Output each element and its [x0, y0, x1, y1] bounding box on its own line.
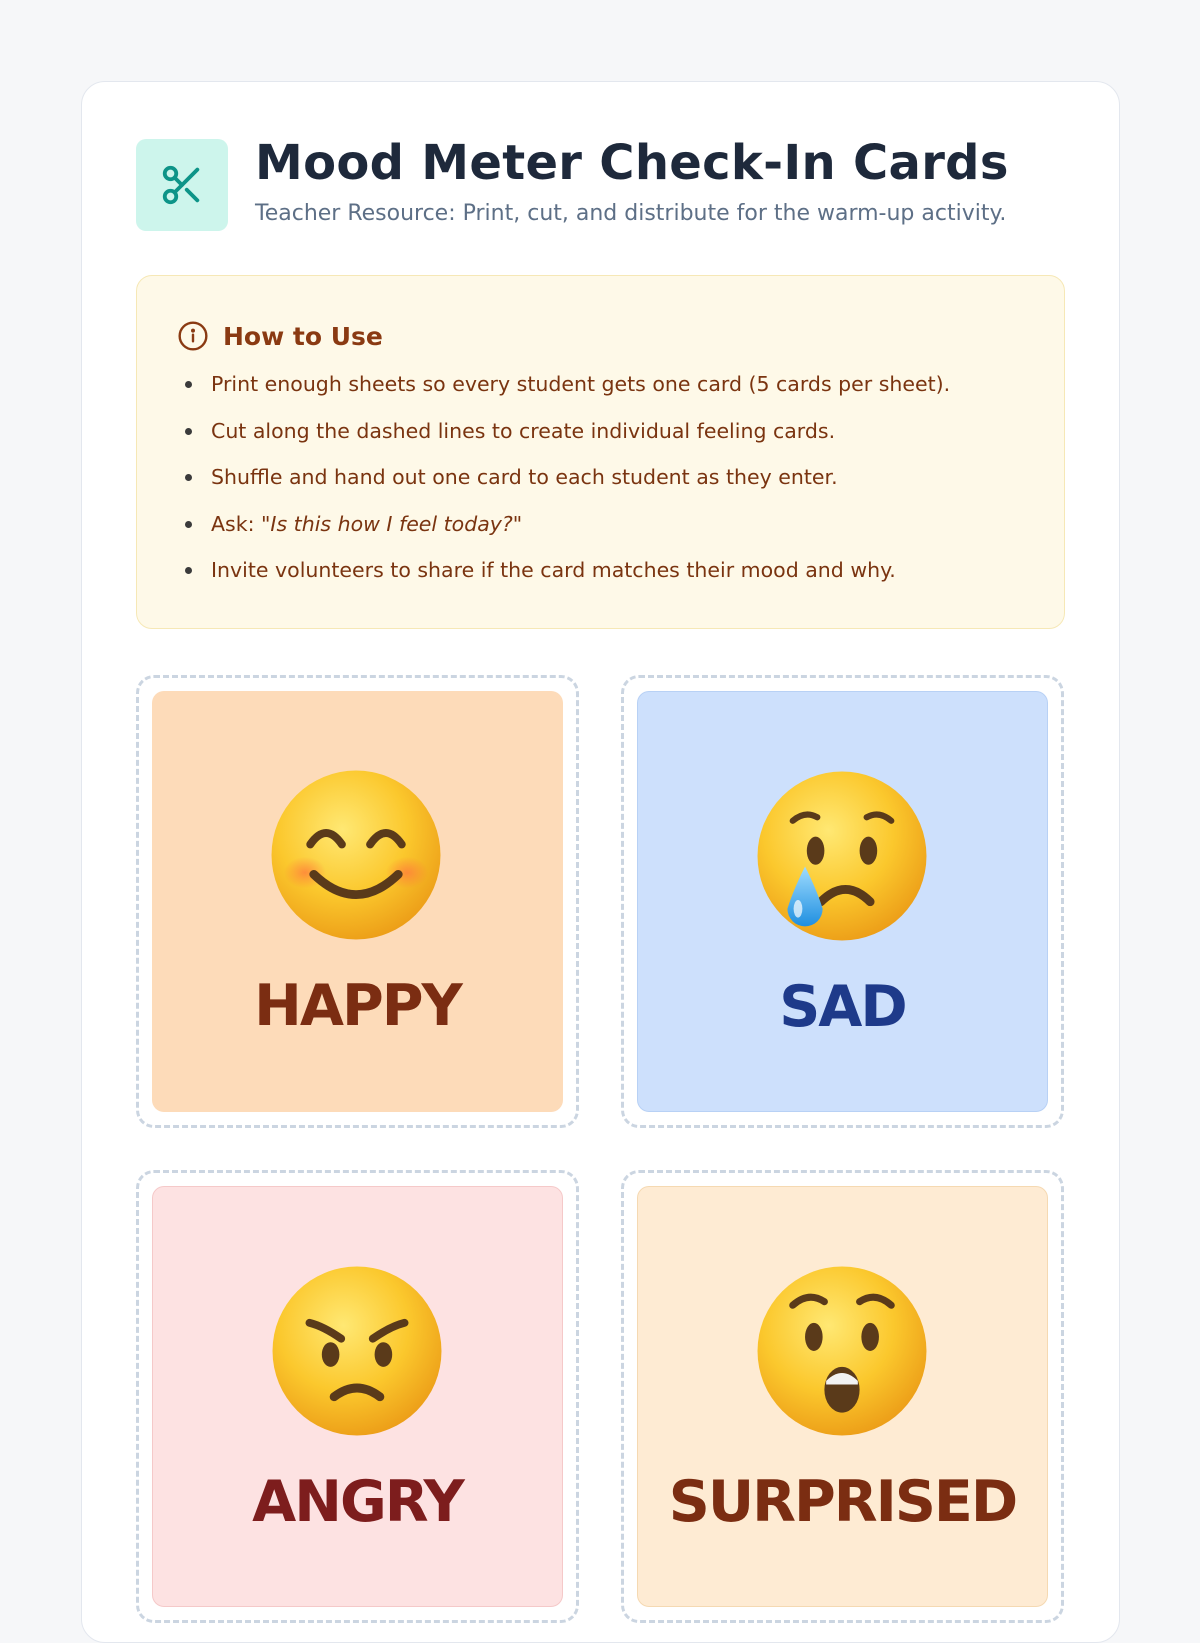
- cut-line-frame: [136, 1170, 579, 1623]
- feeling-label: SAD: [779, 974, 906, 1040]
- scissors-icon: [159, 162, 205, 208]
- feeling-card-happy: [152, 691, 563, 1112]
- instruction-item: Shuffle and hand out one card to each student as they enter.: [185, 465, 950, 512]
- instruction-list: [185, 372, 950, 605]
- info-circle-icon: [177, 320, 209, 352]
- instruction-item: [185, 512, 950, 559]
- page-title: Mood Meter Check-In Cards: [255, 135, 1009, 191]
- angry-face-icon: [269, 1263, 445, 1439]
- how-to-use-label: How to Use: [223, 321, 383, 351]
- ask-quote: "Is this how I feel today?": [261, 511, 523, 536]
- feeling-card-angry: [152, 1186, 563, 1607]
- feeling-label: SURPRISED: [668, 1469, 1017, 1535]
- instruction-item: Invite volunteers to share if the card matches their mood and why.: [185, 558, 950, 605]
- worksheet-page: [81, 81, 1120, 1643]
- instruction-item: Print enough sheets so every student gets one card (5 cards per sheet).: [185, 372, 950, 419]
- feeling-card-sad: [637, 691, 1048, 1112]
- scissors-logo: [136, 139, 228, 231]
- cut-line-frame: [136, 675, 579, 1128]
- feeling-label: HAPPY: [254, 973, 461, 1039]
- instruction-item: Cut along the dashed lines to create individual feeling cards.: [185, 419, 950, 466]
- surprised-face-icon: [754, 1263, 930, 1439]
- how-to-use-panel: [136, 275, 1065, 629]
- feeling-label: ANGRY: [252, 1469, 463, 1535]
- smiling-face-icon: [268, 767, 444, 943]
- feeling-card-surprised: [637, 1186, 1048, 1607]
- cut-line-frame: [621, 1170, 1064, 1623]
- cut-line-frame: [621, 675, 1064, 1128]
- crying-face-icon: [754, 768, 930, 944]
- how-to-use-heading: [177, 320, 383, 352]
- ask-prefix: Ask:: [211, 511, 261, 536]
- page-subtitle: Teacher Resource: Print, cut, and distribute for the warm-up activity.: [255, 201, 1007, 226]
